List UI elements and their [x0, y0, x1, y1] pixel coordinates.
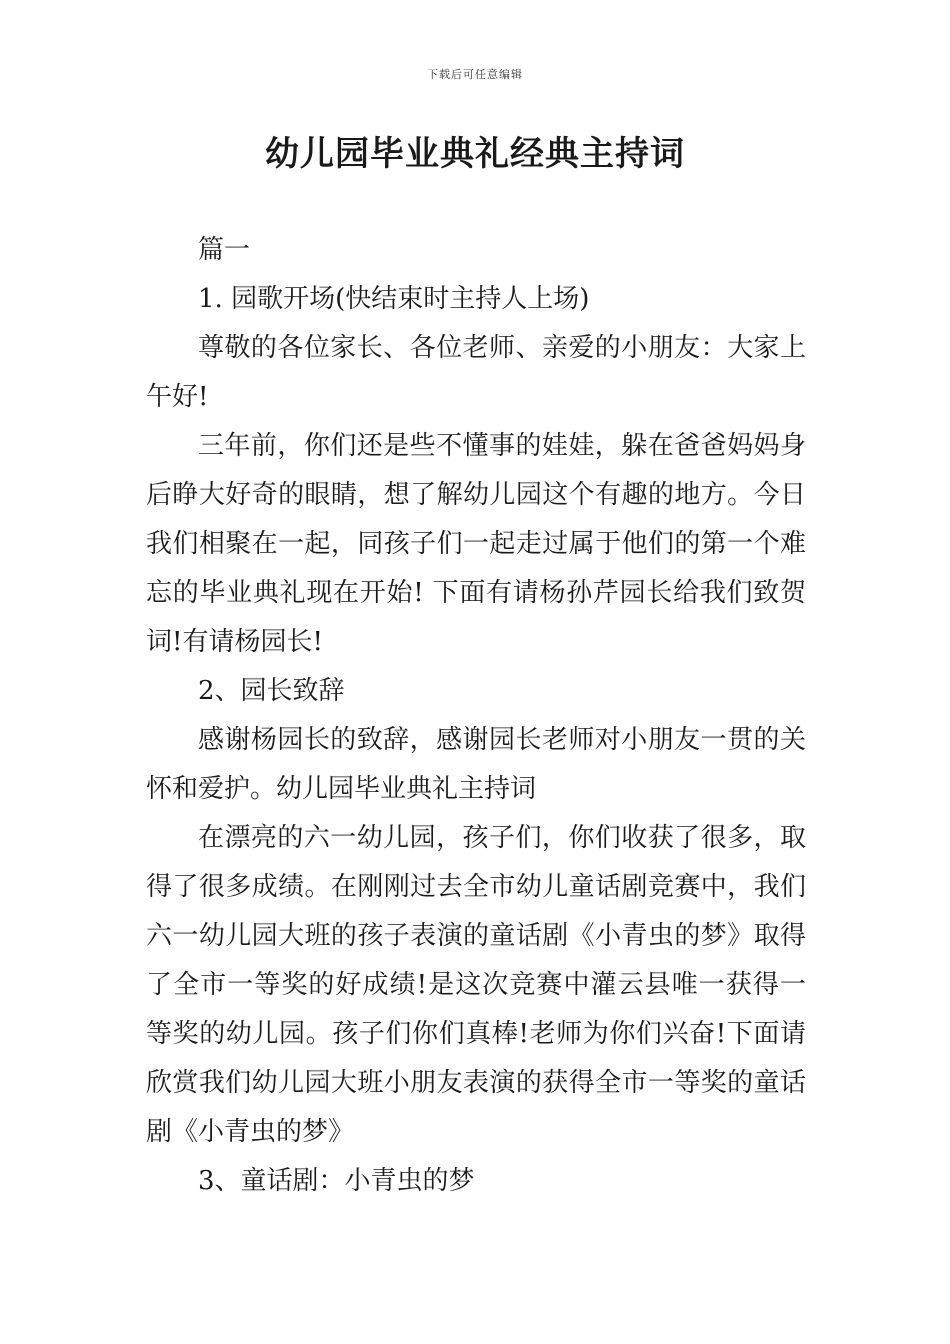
paragraph-item-3-heading: 3、童话剧：小青虫的梦: [198, 1166, 475, 1196]
document-title: 幼儿园毕业典礼经典主持词: [265, 134, 685, 174]
header-note: 下载后可任意编辑: [427, 68, 523, 81]
paragraph-opening: 三年前，你们还是些不懂事的娃娃，躲在爸爸妈妈身后睁大好奇的眼睛，想了解幼儿园这个有趣的地方。今日我们相聚在一起，同孩子们一起走过属于他们的第一个难忘的毕业典礼现在开始! 下面有请杨孙芹园长给我们致贺词!有请杨园长!: [146, 431, 806, 657]
document-body: [146, 226, 806, 1206]
paragraph-item-2-heading: 2、园长致辞: [198, 676, 345, 706]
paragraph-item-1-heading: 1. 园歌开场(快结束时主持人上场): [198, 284, 590, 314]
paragraph-section-label: 篇一: [198, 235, 251, 265]
paragraph-thanks: 感谢杨园长的致辞，感谢园长老师对小朋友一贯的关怀和爱护。幼儿园毕业典礼主持词: [146, 725, 806, 804]
paragraph-achievements: 在漂亮的六一幼儿园，孩子们，你们收获了很多，取得了很多成绩。在刚刚过去全市幼儿童话剧竞赛中，我们六一幼儿园大班的孩子表演的童话剧《小青虫的梦》取得了全市一等奖的好成绩!是这次竞赛中灌云县唯一获得一等奖的幼儿园。孩子们你们真棒!老师为你们兴奋!下面请欣赏我们幼儿园大班小朋友表演的获得全市一等奖的童话剧《小青虫的梦》: [146, 823, 806, 1147]
paragraph-greeting: 尊敬的各位家长、各位老师、亲爱的小朋友：大家上午好!: [146, 333, 806, 412]
